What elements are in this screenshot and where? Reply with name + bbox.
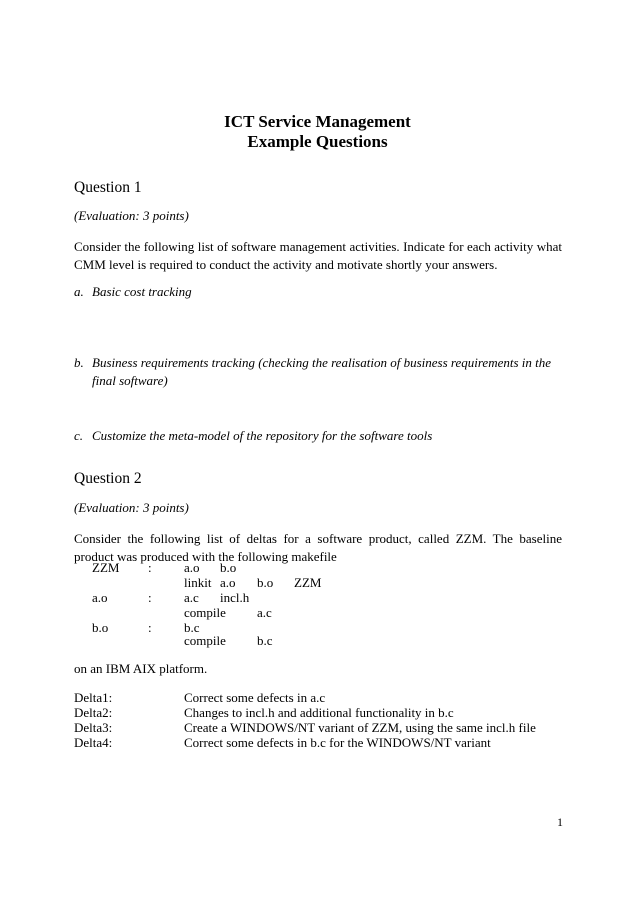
makefile-command: compile — [184, 633, 226, 648]
makefile-colon: : — [148, 620, 152, 635]
item-label: b. — [74, 355, 84, 370]
makefile-argument: a.c — [257, 605, 272, 620]
question1-item-b — [74, 354, 564, 390]
item-label: a. — [74, 284, 84, 299]
delta-description: Create a WINDOWS/NT variant of ZZM, using the same incl.h file — [184, 720, 536, 735]
delta-description: Correct some defects in b.c for the WINDOWS/NT variant — [184, 735, 491, 750]
question1-heading: Question 1 — [74, 179, 142, 196]
item-text: Customize the meta-model of the repository for the software tools — [92, 428, 433, 443]
makefile-dependency: incl.h — [220, 590, 250, 605]
makefile-argument: b.c — [257, 633, 273, 648]
makefile-argument: b.o — [257, 575, 274, 590]
delta-name: Delta1: — [74, 690, 113, 705]
delta-name: Delta3: — [74, 720, 113, 735]
makefile-dependency: b.c — [184, 620, 200, 635]
document-title-line1: ICT Service Management — [224, 112, 411, 131]
delta-name: Delta2: — [74, 705, 113, 720]
delta-description: Changes to incl.h and additional functionality in b.c — [184, 705, 454, 720]
platform-note: on an IBM AIX platform. — [74, 661, 208, 676]
makefile-argument: ZZM — [294, 575, 322, 590]
question2-intro: Consider the following list of deltas for a software product, called ZZM. The baseline product was produced with the following makefile — [74, 531, 562, 564]
makefile-dependency: b.o — [220, 560, 237, 575]
question2-heading: Question 2 — [74, 470, 142, 487]
item-text: Basic cost tracking — [92, 284, 192, 299]
makefile-dependency: a.o — [184, 560, 200, 575]
makefile-command: linkit — [184, 575, 212, 590]
item-text: Business requirements tracking (checking the realisation of business requirements in the final software) — [92, 355, 552, 388]
question1-evaluation: (Evaluation: 3 points) — [74, 208, 189, 223]
makefile-target: a.o — [92, 590, 108, 605]
makefile-colon: : — [148, 560, 152, 575]
delta-name: Delta4: — [74, 735, 113, 750]
document-title-line2: Example Questions — [247, 132, 388, 151]
question1-intro: Consider the following list of software management activities. Indicate for each activity what CMM level is required to conduct the activity and motivate shortly your answers. — [74, 239, 562, 272]
makefile-argument: a.o — [220, 575, 236, 590]
makefile-target: b.o — [92, 620, 109, 635]
makefile-colon: : — [148, 590, 152, 605]
makefile-target: ZZM — [92, 560, 120, 575]
question1-item-c — [74, 427, 564, 445]
item-label: c. — [74, 428, 84, 443]
page-number: 1 — [557, 815, 563, 829]
makefile-dependency: a.c — [184, 590, 199, 605]
delta-description: Correct some defects in a.c — [184, 690, 326, 705]
question2-evaluation: (Evaluation: 3 points) — [74, 500, 189, 515]
makefile-command: compile — [184, 605, 226, 620]
question1-item-a — [74, 283, 564, 301]
